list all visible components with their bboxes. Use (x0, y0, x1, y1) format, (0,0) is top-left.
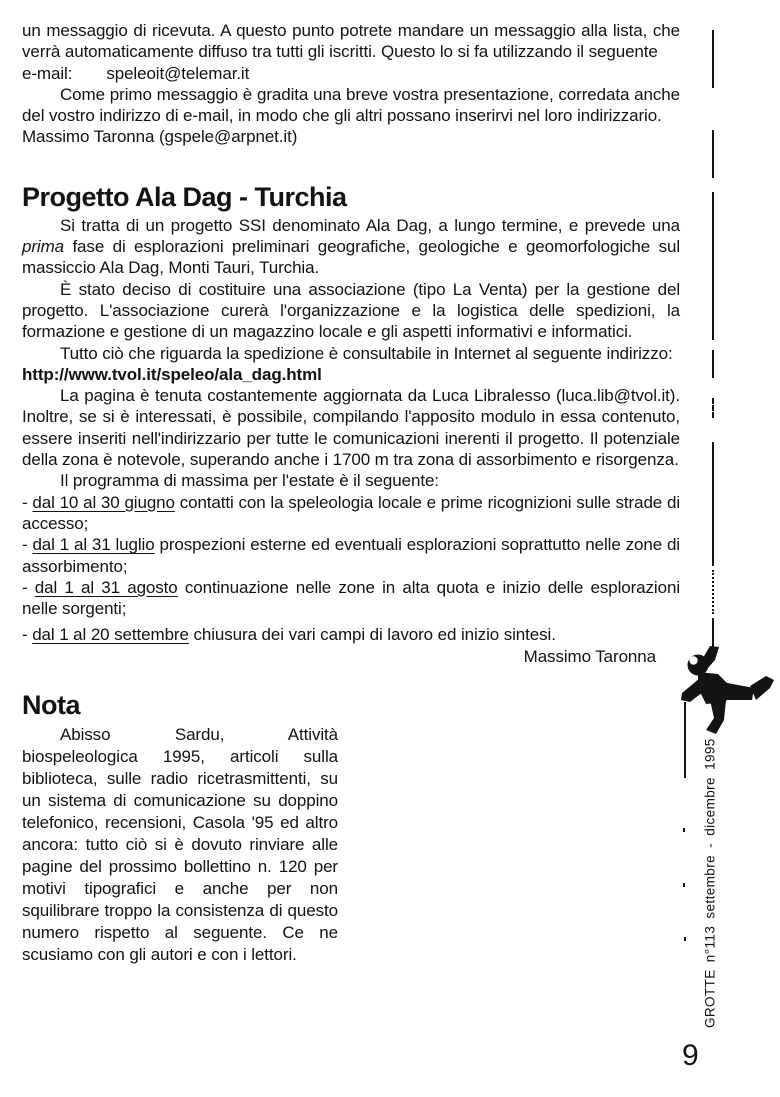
margin-rule-segment (712, 130, 714, 178)
margin-rule-segment (712, 30, 714, 88)
ala-dag-paragraph-3: Tutto ciò che riguarda la spedizione è consultabile in Internet al seguente indirizzo: (60, 343, 673, 363)
margin-rule-segment (712, 350, 714, 378)
email-address: speleoit@telemar.it (106, 63, 250, 83)
schedule-dates-settembre: dal 1 al 20 settembre (32, 625, 189, 645)
section-title-nota: Nota (22, 690, 80, 721)
rope-dot (683, 828, 685, 832)
schedule-dates-agosto: dal 1 al 31 agosto (34, 577, 178, 597)
margin-rule-segment-dotted (712, 570, 716, 614)
schedule-dash: - (22, 535, 33, 555)
schedule-dash: - (22, 625, 33, 645)
schedule-dates-giugno: dal 10 al 30 giugno (32, 492, 175, 512)
rope-dot (684, 937, 686, 941)
ala-dag-paragraph-4: La pagina è tenuta costantemente aggiornata da Luca Libralesso (luca.lib@tvol.it). Inoltre, se si è interessati, è possibile, compilando l'apposito modulo in essa contenuto, essere inseriti nell'indirizzario per tutte le comunicazioni inerenti il progetto. Il potenziale della zona è notevole, superando anche i 1700 m tra zona di assorbimento e risorgenza. (22, 386, 680, 470)
schedule-dates-luglio: dal 1 al 31 luglio (32, 535, 155, 555)
section-title-ala-dag: Progetto Ala Dag - Turchia (22, 181, 347, 212)
schedule-text-settembre: chiusura dei vari campi di lavoro ed inizio sintesi. (188, 625, 556, 645)
schedule-text-agosto: continuazione nelle zone in alta quota e inizio delle esplorazioni nelle sorgenti; (22, 577, 680, 619)
schedule-text-giugno: contatti con la speleologia locale e prime ricognizioni sulle strade di accesso; (22, 492, 680, 533)
margin-rule-segment (712, 192, 714, 340)
ala-dag-p1-text-after: fase di esplorazioni preliminari geografiche, geologiche e geomorfologiche sul massiccio Ala Dag, Monti Tauri, Turchia. (22, 237, 680, 278)
main-text-column (22, 20, 680, 966)
schedule-item-luglio (22, 534, 680, 577)
nota-paragraph: Abisso Sardu, Attività biospeleologica 1995, articoli sulla biblioteca, sulle radio ricetrasmittenti, su un sistema di comunicazione su doppino telefonico, recensioni, Casola '95 ed altro ancora: tutto ciò si è dovuto rinviare alle pagine del prossimo bollettino n. 120 per motivi tipografici e anche per non squilibrare troppo la consistenza di questo numero rispetto al seguente. Ce ne scusiamo con gli autori e con i lettori. (22, 725, 338, 965)
ala-dag-signature: Massimo Taronna (523, 646, 656, 666)
intro-paragraph-continuation: un messaggio di ricevuta. A questo punto potrete mandare un messaggio alla lista, che verrà automaticamente diffuso tra tutti gli iscritti. Questo lo si fa utilizzando il seguente (22, 21, 680, 62)
issue-caption-vertical: GROTTE n°113 settembre - dicembre 1995 (702, 738, 718, 1028)
schedule-item-agosto (22, 577, 680, 620)
email-line (22, 63, 680, 84)
intro-signature: Massimo Taronna (gspele@arpnet.it) (22, 127, 298, 147)
schedule-item-giugno (22, 492, 680, 535)
ala-dag-paragraph-5: Il programma di massima per l'estate è il seguente: (60, 471, 439, 491)
ala-dag-p1-text: Si tratta di un progetto SSI denominato Ala Dag, a lungo termine, e prevede una (60, 215, 680, 235)
schedule-dash: - (22, 492, 33, 512)
page-number: 9 (682, 1039, 699, 1072)
rope-dot (683, 883, 685, 887)
project-url: http://www.tvol.it/speleo/ala_dag.html (22, 364, 322, 384)
margin-rule-segment-dashed (712, 398, 716, 418)
schedule-item-settembre (22, 624, 680, 645)
email-label: e-mail: (22, 63, 73, 83)
rope-lower-line (684, 702, 686, 778)
ala-dag-paragraph-2: È stato deciso di costituire una associazione (tipo La Venta) per la gestione del progetto. L'associazione curerà l'organizzazione e la logistica delle spedizioni, la formazione e gestione di un magazzino locale e gli aspetti informativi e informatici. (22, 279, 680, 342)
schedule-dash: - (22, 577, 35, 597)
schedule-text-luglio: prospezioni esterne ed eventuali esplorazioni soprattutto nelle zone di assorbimento; (22, 535, 680, 576)
intro-paragraph-2: Come primo messaggio è gradita una breve vostra presentazione, corredata anche del vostro indirizzo di e-mail, in modo che gli altri possano inserirvi nel loro indirizzario. (22, 84, 680, 126)
margin-rule-segment (712, 442, 714, 566)
ala-dag-p1-italic-word: prima (22, 237, 65, 257)
ala-dag-paragraph-1 (22, 215, 680, 279)
